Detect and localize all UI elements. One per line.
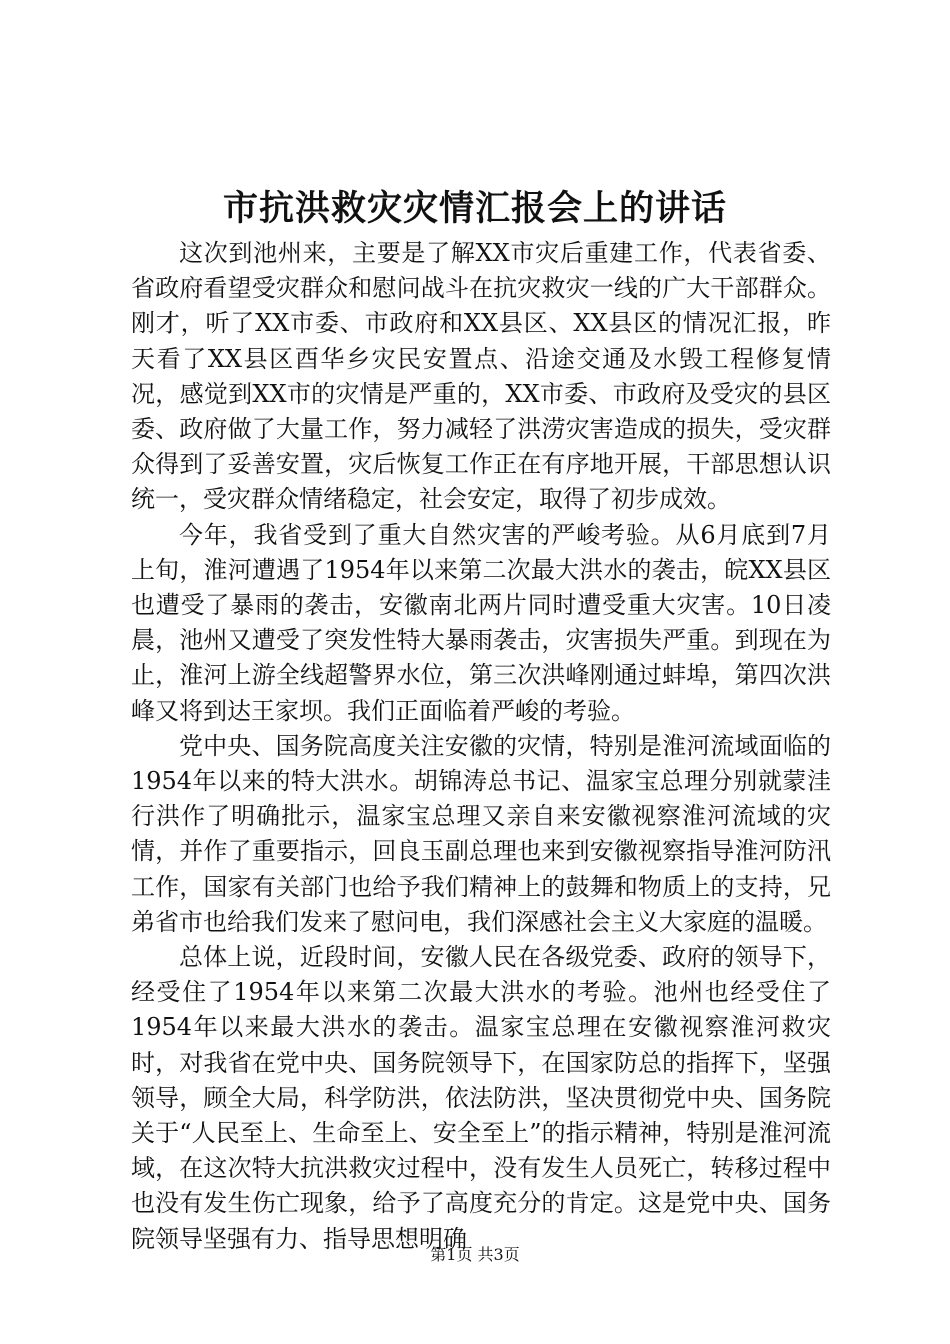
page-number-footer: 第1页 共3页 — [430, 1245, 520, 1264]
document-title: 市抗洪救灾灾情汇报会上的讲话 — [222, 188, 727, 229]
paragraph: 今年，我省受到了重大自然灾害的严峻考验。从6月底到7月上旬，淮河遭遇了1954年以来第二次最大洪水的袭击，皖XX县区也遭受了暴雨的袭击，安徽南北两片同时遭受重大灾害。10日凌晨，池州又遭受了突发性特大暴雨袭击，灾害损失严重。到现在为止，淮河上游全线超警界水位，第三次洪峰刚通过蚌埠，第四次洪峰又将到达王家坝。我们正面临着严峻的考验。 — [131, 520, 831, 725]
paragraph: 这次到池州来，主要是了解XX市灾后重建工作，代表省委、省政府看望受灾群众和慰问战斗在抗灾救灾一线的广大干部群众。刚才，听了XX市委、市政府和XX县区、XX县区的情况汇报，昨天看了XX县区酉华乡灾民安置点、沿途交通及水毁工程修复情况，感觉到XX市的灾情是严重的，XX市委、市政府及受灾的县区委、政府做了大量工作，努力减轻了洪涝灾害造成的损失，受灾群众得到了妥善安置，灾后恢复工作正在有序地开展，干部思想认识统一，受灾群众情绪稳定，社会安定，取得了初步成效。 — [131, 239, 831, 514]
paragraph: 党中央、国务院高度关注安徽的灾情，特别是淮河流域面临的1954年以来的特大洪水。胡锦涛总书记、温家宝总理分别就蒙洼行洪作了明确批示，温家宝总理又亲自来安徽视察淮河流域的灾情，并作了重要指示，回良玉副总理也来到安徽视察指导淮河防汛工作，国家有关部门也给予我们精神上的鼓舞和物质上的支持，兄弟省市也给我们发来了慰问电，我们深感社会主义大家庭的温暖。 — [131, 731, 831, 936]
paragraph: 总体上说，近段时间，安徽人民在各级党委、政府的领导下，经受住了1954年以来第二次最大洪水的考验。池州也经受住了1954年以来最大洪水的袭击。温家宝总理在安徽视察淮河救灾时，对我省在党中央、国务院领导下，在国家防总的指挥下，坚强领导，顾全大局，科学防洪，依法防洪，坚决贯彻党中央、国务院关于“人民至上、生命至上、安全至上”的指示精神，特别是淮河流域，在这次特大抗洪救灾过程中，没有发生人员死亡，转移过程中也没有发生伤亡现象，给予了高度充分的肯定。这是党中央、国务院领导坚强有力、指导思想明确 — [131, 943, 831, 1253]
document-body — [131, 236, 831, 1257]
